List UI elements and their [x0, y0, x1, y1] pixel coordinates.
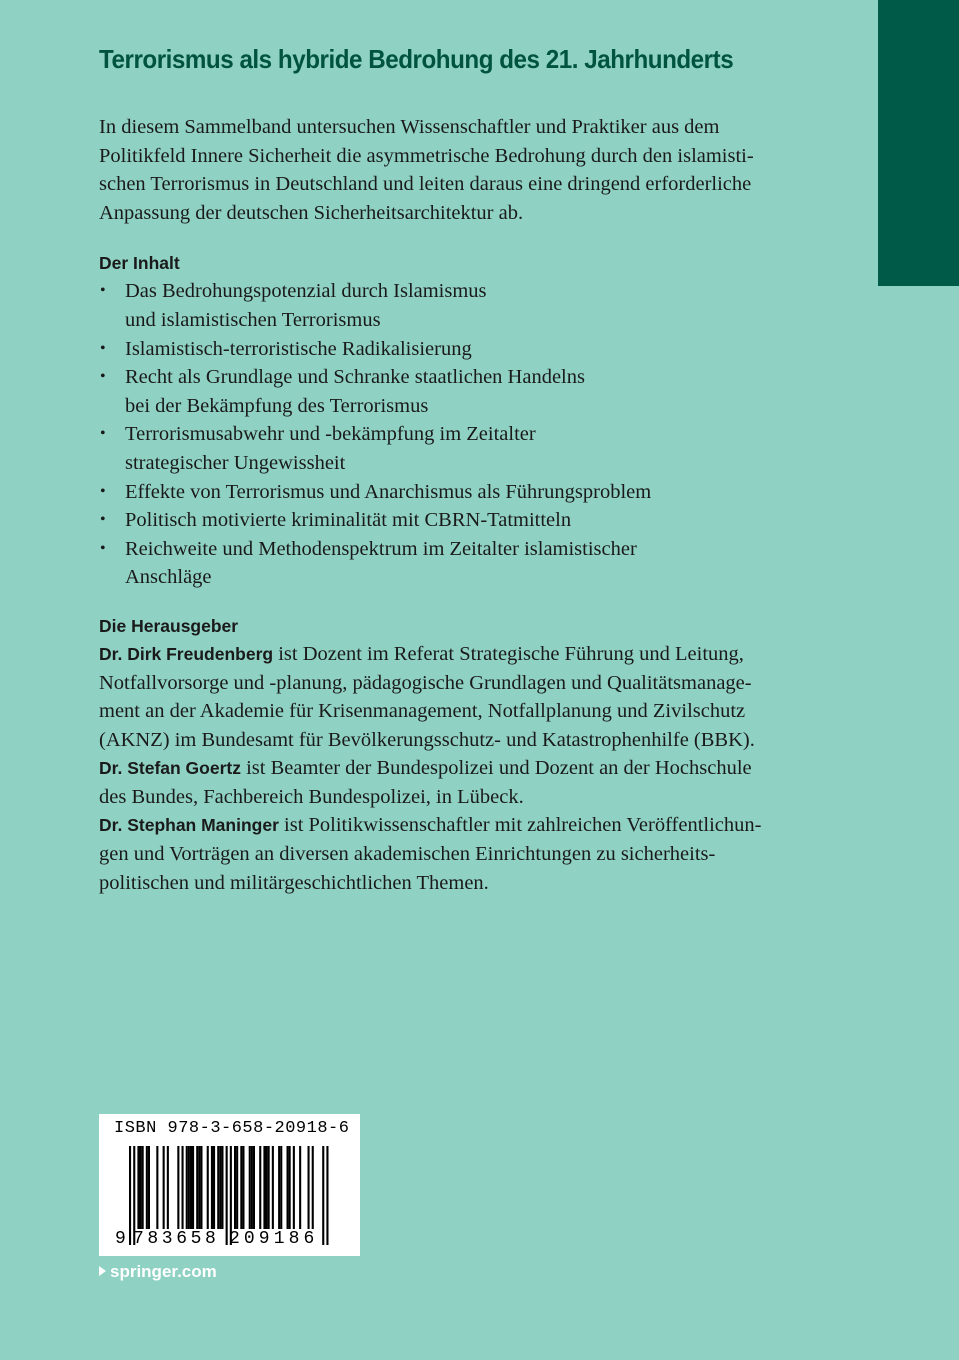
barcode-bar	[240, 1146, 242, 1229]
barcode-bar	[190, 1146, 192, 1229]
content-list	[99, 277, 819, 592]
editor-name: Dr. Dirk Freudenberg	[99, 643, 274, 664]
barcode-bar	[322, 1146, 324, 1245]
barcode-bar	[272, 1146, 274, 1229]
editor-bio: Dr. Dirk Freudenberg ist Dozent im Referat Strategische Führung und Leitung, Notfallvorsorge und -planung, pädagogische Grundlagen und Qualitätsmanage- ment an der Akademie für Krisenmanagement, Notfallplanung und Zivilschutz (AKNZ) im Bundesamt für Bevölkerungsschutz- und Katastrophenhilfe (BBK).	[99, 642, 755, 751]
back-cover-content	[99, 44, 819, 897]
ean-left-digits: 783658	[133, 1229, 220, 1249]
editor-name: Dr. Stephan Maninger	[99, 815, 279, 836]
barcode-bar	[249, 1146, 251, 1229]
list-item: • Recht als Grundlage und Schranke staatlichen Handelns bei der Bekämpfung des Terrorismus	[99, 363, 819, 420]
intro-line: Politikfeld Innere Sicherheit die asymmetrische Bedrohung durch den islamisti-	[99, 144, 754, 167]
barcode-bar	[263, 1146, 265, 1229]
barcode-bar	[259, 1146, 261, 1229]
book-title: Terrorismus als hybride Bedrohung des 21. Jahrhunderts	[99, 44, 734, 74]
barcode-bar	[268, 1146, 270, 1229]
barcode-bar	[236, 1146, 238, 1229]
list-item: • Reichweite und Methodenspektrum im Zeitalter islamistischer Anschläge	[99, 535, 819, 592]
bullet-icon: •	[100, 511, 106, 529]
barcode-bar	[200, 1146, 202, 1229]
bullet-icon: •	[100, 539, 106, 557]
list-item: • Terrorismusabwehr und -bekämpfung im Zeitalter strategischer Ungewissheit	[99, 420, 819, 477]
editor-bio: Dr. Stephan Maninger ist Politikwissenschaftler mit zahlreichen Veröffentlichun- gen und Vorträgen an diversen akademischen Einrichtungen zu sicherheits- politischen und militärgeschichtlichen Themen.	[99, 814, 762, 894]
bullet-icon: •	[100, 339, 106, 357]
barcode-bar	[192, 1146, 194, 1229]
list-item: • Effekte von Terrorismus und Anarchismus als Führungsproblem	[99, 478, 819, 507]
bullet-icon: •	[100, 425, 106, 443]
barcode-bar	[142, 1146, 144, 1229]
barcode-bar	[266, 1146, 268, 1229]
editor-bio: Dr. Stefan Goertz ist Beamter der Bundespolizei und Dozent an der Hochschule des Bundes, Fachbereich Bundespolizei, in Lübeck.	[99, 757, 752, 808]
barcode-bar	[182, 1146, 184, 1229]
barcode-bar	[177, 1146, 179, 1229]
ean-right-digits: 209186	[229, 1229, 319, 1249]
barcode-bar	[129, 1146, 131, 1245]
editors-heading: Die Herausgeber	[99, 615, 239, 636]
intro-line: Anpassung der deutschen Sicherheitsarchitektur ab.	[99, 201, 524, 224]
intro-paragraph	[99, 113, 819, 227]
barcode-bar	[217, 1146, 219, 1229]
barcode-bar	[167, 1146, 169, 1229]
barcode-bar	[312, 1146, 314, 1229]
barcode-bar	[234, 1146, 236, 1229]
intro-line: schen Terrorismus in Deutschland und leiten daraus eine dringend erforderliche	[99, 173, 752, 196]
barcode-bar	[278, 1146, 280, 1229]
barcode-bar	[211, 1146, 213, 1229]
ean-first-digit: 9	[115, 1229, 126, 1249]
play-arrow-icon	[99, 1266, 106, 1276]
isbn-number: ISBN 978-3-658-20918-6	[114, 1119, 350, 1138]
barcode-bar	[137, 1146, 139, 1229]
bullet-icon: •	[100, 368, 106, 386]
barcode-bar	[188, 1146, 190, 1229]
barcode-bar	[287, 1146, 289, 1229]
barcode-bar	[163, 1146, 165, 1229]
barcode-bar	[280, 1146, 282, 1229]
barcode-bar	[253, 1146, 255, 1229]
list-item: • Islamistisch-terroristische Radikalisierung	[99, 335, 819, 364]
bullet-icon: •	[100, 482, 106, 500]
corner-color-tab	[878, 0, 959, 286]
barcode-bar	[140, 1146, 142, 1229]
editor-name: Dr. Stefan Goertz	[99, 758, 241, 779]
barcode-bar	[242, 1146, 244, 1229]
barcode-bar	[219, 1146, 221, 1229]
barcode-bar	[146, 1146, 148, 1229]
publisher-link[interactable]	[99, 1262, 217, 1282]
list-item: • Politisch motivierte kriminalität mit CBRN-Tatmitteln	[99, 506, 819, 535]
barcode-label	[99, 1114, 360, 1256]
barcode-bar	[299, 1146, 301, 1229]
content-heading: Der Inhalt	[99, 253, 180, 274]
barcode-bar	[326, 1146, 328, 1245]
barcode-bar	[308, 1146, 310, 1229]
barcode-bar	[207, 1146, 209, 1229]
barcode-bar	[213, 1146, 215, 1229]
barcode-bar	[196, 1146, 198, 1229]
publisher-url: springer.com	[110, 1262, 217, 1281]
barcode-bar	[289, 1146, 291, 1229]
barcode-bar	[198, 1146, 200, 1229]
barcode-bar	[148, 1146, 150, 1229]
barcode-bar	[293, 1146, 295, 1229]
barcode-bar	[226, 1146, 228, 1245]
barcode-bar	[156, 1146, 158, 1229]
barcode-bar	[251, 1146, 253, 1229]
intro-line: In diesem Sammelband untersuchen Wissenschaftler und Praktiker aus dem	[99, 116, 720, 138]
barcode-bar	[221, 1146, 223, 1229]
bullet-icon: •	[100, 282, 106, 300]
list-item: • Das Bedrohungspotenzial durch Islamismus und islamistischen Terrorismus	[99, 277, 819, 334]
barcode-bar	[186, 1146, 188, 1229]
